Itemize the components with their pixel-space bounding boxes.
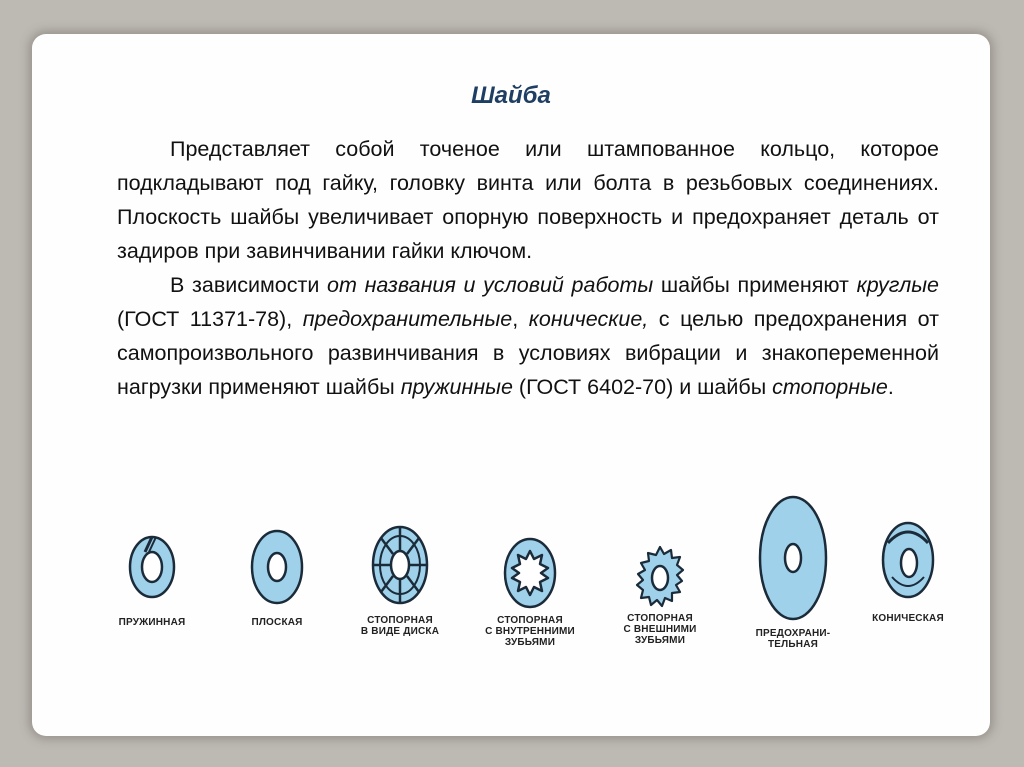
- washer-figures: [97, 489, 947, 704]
- internal-tooth-washer-icon: [502, 535, 558, 611]
- caption-line: С ВНУТРЕННИМИ: [485, 626, 575, 637]
- caption-line: СТОПОРНАЯ: [627, 613, 693, 624]
- caption-line: СТОПОРНАЯ: [367, 615, 433, 626]
- spring-washer-icon: [125, 531, 179, 603]
- caption-flat: [222, 617, 332, 628]
- caption-internal-tooth: [475, 615, 585, 648]
- caption-external-tooth: [605, 613, 715, 646]
- italic-run: от названия и условий работы: [327, 273, 654, 297]
- italic-run: конические,: [528, 307, 649, 331]
- caption-line: В ВИДЕ ДИСКА: [360, 626, 440, 637]
- caption-line: ЗУБЬЯМИ: [634, 635, 686, 646]
- caption-disc: [345, 615, 455, 637]
- disc-lock-washer-icon: [370, 523, 430, 607]
- italic-run: предохранительные: [302, 307, 513, 331]
- caption-conical: [853, 613, 963, 624]
- caption-spring: [97, 617, 207, 628]
- paragraph-1: Представляет собой точеное или штампованное кольцо, которое подкладывают под гайку, головку винта или болта в резьбовых соединениях. Плоскость шайбы увеличивает опорную поверхность и предохраняет деталь от задиров при завинчивании гайки ключом.: [117, 137, 939, 263]
- paragraph-2: [117, 268, 939, 404]
- external-tooth-washer-icon: [635, 545, 685, 611]
- caption-line: КОНИЧЕСКАЯ: [872, 613, 944, 624]
- caption-safety: [738, 628, 848, 650]
- caption-line: ТЕЛЬНАЯ: [767, 639, 818, 650]
- caption-line: ЗУБЬЯМИ: [504, 637, 556, 648]
- caption-line: С ВНЕШНИМИ: [623, 624, 697, 635]
- flat-washer-icon: [249, 527, 305, 607]
- italic-run: стопорные: [772, 375, 888, 399]
- text-run: шайбы применяют: [653, 273, 857, 297]
- conical-washer-icon: [880, 519, 936, 601]
- italic-run: круглые: [856, 273, 939, 297]
- slide: [32, 34, 990, 736]
- text-run: ,: [512, 307, 529, 331]
- caption-line: ПРУЖИННАЯ: [118, 617, 186, 628]
- slide-title: Шайба: [471, 82, 551, 109]
- text-run: В зависимости: [170, 273, 328, 297]
- caption-line: ПЛОСКАЯ: [251, 617, 303, 628]
- text-run: (ГОСТ 6402-70) и шайбы: [512, 375, 773, 399]
- italic-run: пружинные: [400, 375, 513, 399]
- safety-washer-icon: [757, 493, 829, 623]
- text-run: с целью предохранения от самопроизвольного развинчивания в условиях вибрации и знакопеременной нагрузки применяют шайбы: [117, 307, 940, 399]
- caption-line: СТОПОРНАЯ: [497, 615, 563, 626]
- text-run: (ГОСТ 11371-78),: [117, 307, 303, 331]
- text-run: .: [887, 375, 894, 399]
- slide-body: [117, 132, 939, 404]
- caption-line: ПРЕДОХРАНИ-: [755, 628, 831, 639]
